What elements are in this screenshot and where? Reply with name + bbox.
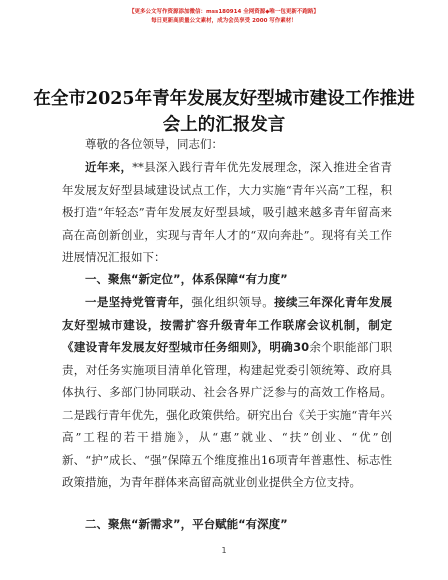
promo-banner-line-2: 每日更新高质量公文素材，成为会员享受 2000 写作素材！ xyxy=(151,17,297,24)
promo-banner xyxy=(0,8,448,25)
section-1-lead: 一是坚持党管青年， xyxy=(85,295,192,309)
salutation: 尊敬的各位领导，同志们： xyxy=(85,137,223,151)
section-2-heading: 二、聚焦“新需求”，平台赋能“有深度” xyxy=(85,517,288,531)
promo-banner-line-1: 【更多公文写作资源添加微信：mss180914 全网资源◆唯一包更新不跑路】 xyxy=(129,9,319,15)
section-1-rest: 余个职能部门职责，对任务实施项目清单化管理，构建起党委引领统筹、政府具体执行、多部门协同联动、社会各界广泛参与的高效工作格局。二是践行青年优先，强化政策供给。研究出台《关于实施“青年兴高”工程的若干措施》，从“惠”就业、“扶”创业、“优”创新、“护”成长、“强”保障五个维度推出16项青年普惠性、标志性政策措施，为青年群体来高留高就业创业提供全方位支持。 xyxy=(62,340,392,489)
section-1-heading: 一、聚焦“新定位”，体系保障“有力度” xyxy=(85,272,288,286)
intro-paragraph xyxy=(62,156,392,269)
section-1-mid: 强化组织领导。 xyxy=(191,295,275,309)
section-1-bold: 接续三年深化青年发展友好型城市建设，按需扩容升级青年工作联席会议机制，制定《建设青年发展友好型城市任务细则》，明确30 xyxy=(62,295,393,354)
section-1-paragraph xyxy=(62,291,392,494)
page-number: 1 xyxy=(221,546,227,555)
document-title: 在全市2025年青年发展友好型城市建设工作推进会上的汇报发言 xyxy=(33,89,415,135)
intro-lead: 近年来， xyxy=(85,160,133,174)
intro-body: **县深入践行青年优先发展理念，深入推进全省青年发展友好型县域建设试点工作，大力实施“青年兴高”工程，积极打造“年轻态”青年发展友好型县域，吸引越来越多青年留高来高在高创新创业，实现与青年人才的“双向奔赴”。现将有关工作进展情况汇报如下： xyxy=(62,160,392,264)
